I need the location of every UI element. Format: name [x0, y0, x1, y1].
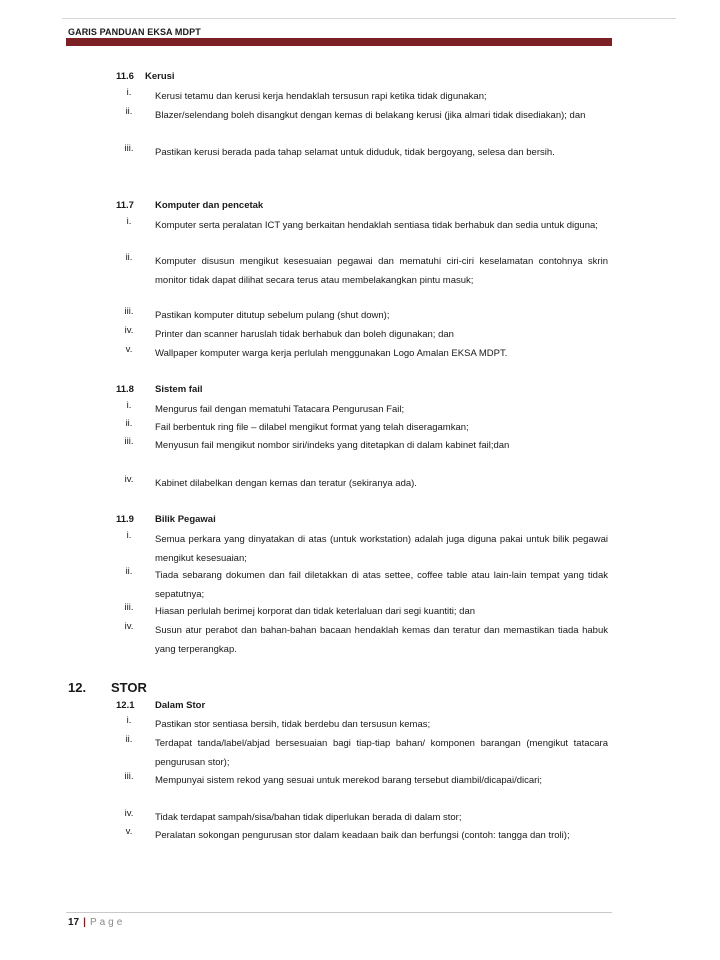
list-numeral: iii. [124, 143, 134, 154]
list-numeral: i. [126, 216, 132, 227]
list-numeral: v. [125, 344, 133, 355]
list-text: Komputer serta peralatan ICT yang berkaitan hendaklah sentiasa tidak berhabuk dan sedia untuk diguna; [155, 220, 598, 231]
section-number: 12. [68, 680, 87, 695]
list-numeral: i. [126, 400, 132, 411]
list-text: Pastikan komputer ditutup sebelum pulang (shut down); [155, 310, 390, 321]
list-text: Kerusi tetamu dan kerusi kerja hendaklah tersusun rapi ketika tidak digunakan; [155, 91, 487, 102]
subsection-number: 11.8 [116, 384, 134, 395]
list-text: Tidak terdapat sampah/sisa/bahan tidak diperlukan berada di dalam stor; [155, 812, 462, 823]
list-text: Semua perkara yang dinyatakan di atas (untuk workstation) adalah juga diguna pakai untuk bilik pegawai mengikut kesesuaian; [155, 534, 608, 564]
subsection-number: 11.7 [116, 200, 134, 211]
footer-separator: | [83, 917, 86, 928]
list-text: Menyusun fail mengikut nombor siri/indeks yang ditetapkan di dalam kabinet fail;dan [155, 440, 510, 451]
subsection-number: 11.6 [116, 71, 134, 82]
list-text: Mempunyai sistem rekod yang sesuai untuk merekod barang tersebut diambil/dicapai/dicari; [155, 775, 543, 786]
section-title: STOR [111, 680, 147, 695]
list-numeral: iv. [124, 325, 134, 336]
subsection-title: Sistem fail [155, 384, 203, 395]
list-text: Mengurus fail dengan mematuhi Tatacara Pengurusan Fail; [155, 404, 405, 415]
subsection-title: Bilik Pegawai [155, 514, 216, 525]
list-numeral: i. [126, 530, 132, 541]
list-numeral: v. [125, 826, 133, 837]
list-text: Kabinet dilabelkan dengan kemas dan teratur (sekiranya ada). [155, 478, 417, 489]
header-accent-bar [66, 38, 612, 46]
list-text: Wallpaper komputer warga kerja perlulah menggunakan Logo Amalan EKSA MDPT. [155, 348, 508, 359]
list-numeral: iii. [124, 771, 134, 782]
list-text: Hiasan perlulah berimej korporat dan tidak keterlaluan dari segi kuantiti; dan [155, 606, 476, 617]
list-numeral: ii. [125, 566, 133, 577]
list-numeral: iii. [124, 306, 134, 317]
subsection-title: Dalam Stor [155, 700, 206, 711]
list-text: Terdapat tanda/label/abjad bersesuaian bagi tiap-tiap bahan/ komponen barangan (mengikut tatacara pengurusan stor); [155, 738, 608, 768]
list-text: Printer dan scanner haruslah tidak berhabuk dan boleh digunakan; dan [155, 329, 454, 340]
list-text: Blazer/selendang boleh disangkut dengan kemas di belakang kerusi (jika almari tidak disediakan); dan [155, 110, 586, 121]
subsection-number: 12.1 [116, 700, 135, 711]
list-numeral: i. [126, 715, 132, 726]
page-number: 17 [68, 917, 80, 928]
list-numeral: iv. [124, 808, 134, 819]
list-text: Peralatan sokongan pengurusan stor dalam keadaan baik dan berfungsi (contoh: tangga dan troli); [155, 830, 570, 841]
list-numeral: iv. [124, 621, 134, 632]
footer-divider [66, 912, 612, 913]
subsection-title: Kerusi [145, 71, 175, 82]
list-text: Tiada sebarang dokumen dan fail diletakkan di atas settee, coffee table atau lain-lain tempat yang tidak sepatutnya; [155, 570, 608, 600]
subsection-number: 11.9 [116, 514, 134, 525]
list-numeral: i. [126, 87, 132, 98]
list-numeral: iv. [124, 474, 134, 485]
list-numeral: ii. [125, 734, 133, 745]
list-text: Fail berbentuk ring file – dilabel mengikut format yang telah diseragamkan; [155, 422, 469, 433]
list-numeral: ii. [125, 106, 133, 117]
list-numeral: ii. [125, 418, 133, 429]
page-label: Page [89, 917, 126, 928]
list-text: Susun atur perabot dan bahan-bahan bacaan hendaklah kemas dan teratur dan memastikan tiada habuk yang terperangkap. [155, 625, 608, 655]
list-numeral: ii. [125, 252, 133, 263]
list-text: Komputer disusun mengikut kesesuaian pegawai dan mematuhi ciri-ciri keselamatan contohnya skrin monitor tidak dapat dilihat secara terus atau membelakangkan pintu masuk; [155, 256, 608, 286]
page-footer [68, 917, 125, 928]
top-divider [62, 18, 676, 19]
running-header: GARIS PANDUAN EKSA MDPT [68, 27, 201, 37]
list-numeral: iii. [124, 436, 134, 447]
list-text: Pastikan stor sentiasa bersih, tidak berdebu dan tersusun kemas; [155, 719, 431, 730]
subsection-title: Komputer dan pencetak [155, 200, 264, 211]
list-text: Pastikan kerusi berada pada tahap selamat untuk diduduk, tidak bergoyang, selesa dan bersih. [155, 147, 555, 158]
list-numeral: iii. [124, 602, 134, 613]
